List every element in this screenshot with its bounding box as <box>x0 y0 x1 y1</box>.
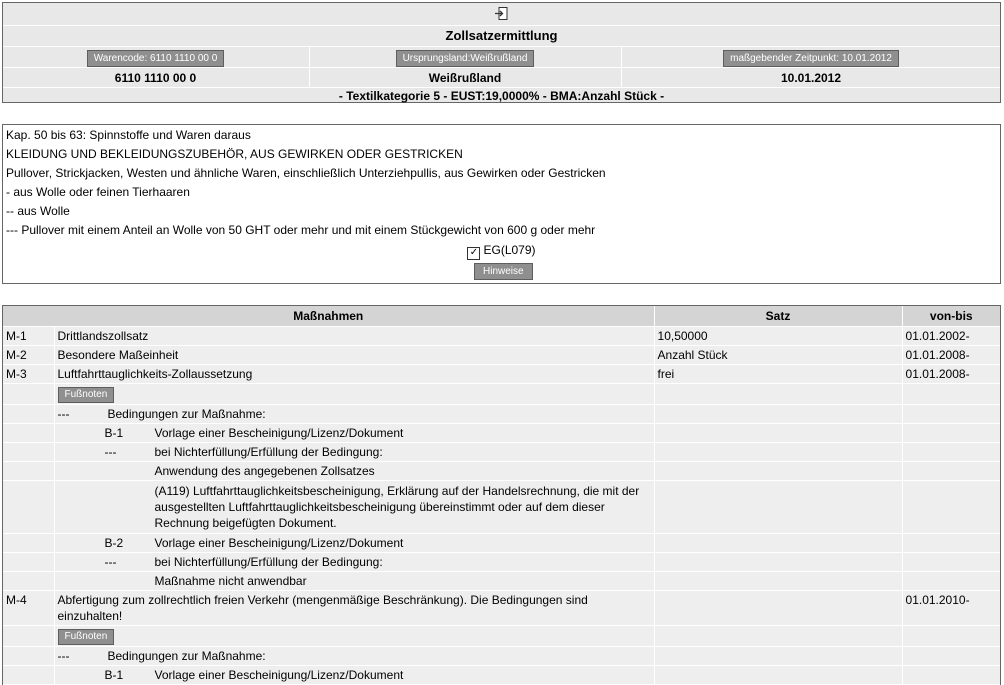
measure-satz <box>654 591 902 626</box>
table-row <box>3 572 1000 591</box>
condition-dash: --- <box>57 649 70 663</box>
condition-text: Anwendung des angegebenen Zollsatzes <box>54 462 654 481</box>
condition-text: bei Nichterfüllung/Erfüllung der Bedingung: <box>154 445 383 459</box>
fussnoten-button[interactable]: Fußnoten <box>58 629 115 645</box>
table-row <box>3 327 1000 346</box>
summary-line: - Textilkategorie 5 - EUST:19,0000% - BMA:Anzahl Stück - <box>3 87 1000 103</box>
measure-text: Luftfahrttauglichkeits-Zollaussetzung <box>54 365 654 384</box>
table-header-row <box>3 306 1000 327</box>
table-row <box>3 534 1000 553</box>
header-icon-row <box>3 3 1000 25</box>
condition-dash: --- <box>57 407 70 421</box>
col-header-massnahmen: Maßnahmen <box>3 306 654 327</box>
warencode-button[interactable]: Warencode: 6110 1110 00 0 <box>87 50 225 67</box>
ursprungsland-value: Weißrußland <box>309 68 620 87</box>
description-line: - aus Wolle oder feinen Tierhaaren <box>6 185 190 199</box>
measure-code: M-3 <box>3 365 54 384</box>
description-line: KLEIDUNG UND BEKLEIDUNGSZUBEHÖR, AUS GEWIRKEN ODER GESTRICKEN <box>6 147 463 161</box>
description-line: Kap. 50 bis 63: Spinnstoffe und Waren daraus <box>6 128 251 142</box>
measure-code: M-4 <box>3 591 54 626</box>
col-header-satz: Satz <box>654 306 902 327</box>
condition-code: B-2 <box>104 536 124 550</box>
table-row <box>3 666 1000 685</box>
table-row <box>3 424 1000 443</box>
table-row <box>3 346 1000 365</box>
eg-label: EG(L079) <box>483 243 536 257</box>
description-line: --- Pullover mit einem Anteil an Wolle von 50 GHT oder mehr und mit einem Stückgewicht von 600 g oder mehr <box>6 223 596 237</box>
condition-text: Maßnahme nicht anwendbar <box>54 572 654 591</box>
measures-table <box>3 306 1001 685</box>
description-line: Pullover, Strickjacken, Westen und ähnliche Waren, einschließlich Unterziehpullis, aus Gewirken oder Gestricken <box>6 166 606 180</box>
condition-text: Vorlage einer Bescheinigung/Lizenz/Dokument <box>154 536 404 550</box>
header-values-row <box>3 67 1000 87</box>
table-row <box>3 626 1000 647</box>
measure-text: Besondere Maßeinheit <box>54 346 654 365</box>
document-arrow-icon[interactable] <box>495 7 508 20</box>
measures-table-panel <box>2 305 1001 685</box>
condition-text: (A119) Luftfahrttauglichkeitsbescheinigung, Erklärung auf der Handelsrechnung, die mit der ausgestellten Luftfahrttauglichkeitsbescheinigung übereinstimmt oder auf dem dieser Rechnung beigefügten Dokument. <box>54 481 654 534</box>
condition-dash: --- <box>104 555 117 569</box>
zeitpunkt-value: 10.01.2012 <box>621 68 1000 87</box>
warencode-value: 6110 1110 00 0 <box>114 71 197 85</box>
table-row <box>3 405 1000 424</box>
table-row <box>3 481 1000 534</box>
zeitpunkt-button[interactable]: maßgebender Zeitpunkt: 10.01.2012 <box>723 50 899 67</box>
condition-heading: Bedingungen zur Maßnahme: <box>107 407 266 421</box>
measure-date: 01.01.2010- <box>902 591 1000 626</box>
measure-text: Abfertigung zum zollrechtlich freien Verkehr (mengenmäßige Beschränkung). Die Bedingungen sind einzuhalten! <box>54 591 654 626</box>
measure-satz: 10,50000 <box>654 327 902 346</box>
measure-code: M-1 <box>3 327 54 346</box>
eg-checkbox[interactable]: ✓ <box>467 247 480 260</box>
measure-date: 01.01.2008- <box>902 346 1000 365</box>
hinweise-button[interactable]: Hinweise <box>474 263 533 280</box>
page-title: Zollsatzermittlung <box>3 25 1000 46</box>
measure-satz: Anzahl Stück <box>654 346 902 365</box>
ursprungsland-button[interactable]: Ursprungsland:Weißrußland <box>396 50 535 67</box>
measure-text: Drittlandszollsatz <box>54 327 654 346</box>
condition-text: bei Nichterfüllung/Erfüllung der Bedingung: <box>154 555 383 569</box>
table-row <box>3 384 1000 405</box>
table-row <box>3 365 1000 384</box>
col-header-von-bis: von-bis <box>902 306 1000 327</box>
table-row <box>3 553 1000 572</box>
condition-heading: Bedingungen zur Maßnahme: <box>107 649 266 663</box>
table-row <box>3 647 1000 666</box>
goods-description-panel <box>2 124 1001 284</box>
measure-satz: frei <box>654 365 902 384</box>
measure-date: 01.01.2002- <box>902 327 1000 346</box>
condition-text: Vorlage einer Bescheinigung/Lizenz/Dokument <box>154 426 404 440</box>
table-row <box>3 443 1000 462</box>
condition-dash: --- <box>104 445 117 459</box>
measure-date: 01.01.2008- <box>902 365 1000 384</box>
condition-code: B-1 <box>104 426 124 440</box>
header-panel <box>2 2 1001 103</box>
condition-code: B-1 <box>104 668 124 682</box>
condition-text: Vorlage einer Bescheinigung/Lizenz/Dokument <box>154 668 404 682</box>
description-line: -- aus Wolle <box>6 204 70 218</box>
table-row <box>3 462 1000 481</box>
eg-row <box>3 243 1000 260</box>
measure-code: M-2 <box>3 346 54 365</box>
fussnoten-button[interactable]: Fußnoten <box>58 387 115 403</box>
header-buttons-row <box>3 46 1000 67</box>
table-row <box>3 591 1000 626</box>
